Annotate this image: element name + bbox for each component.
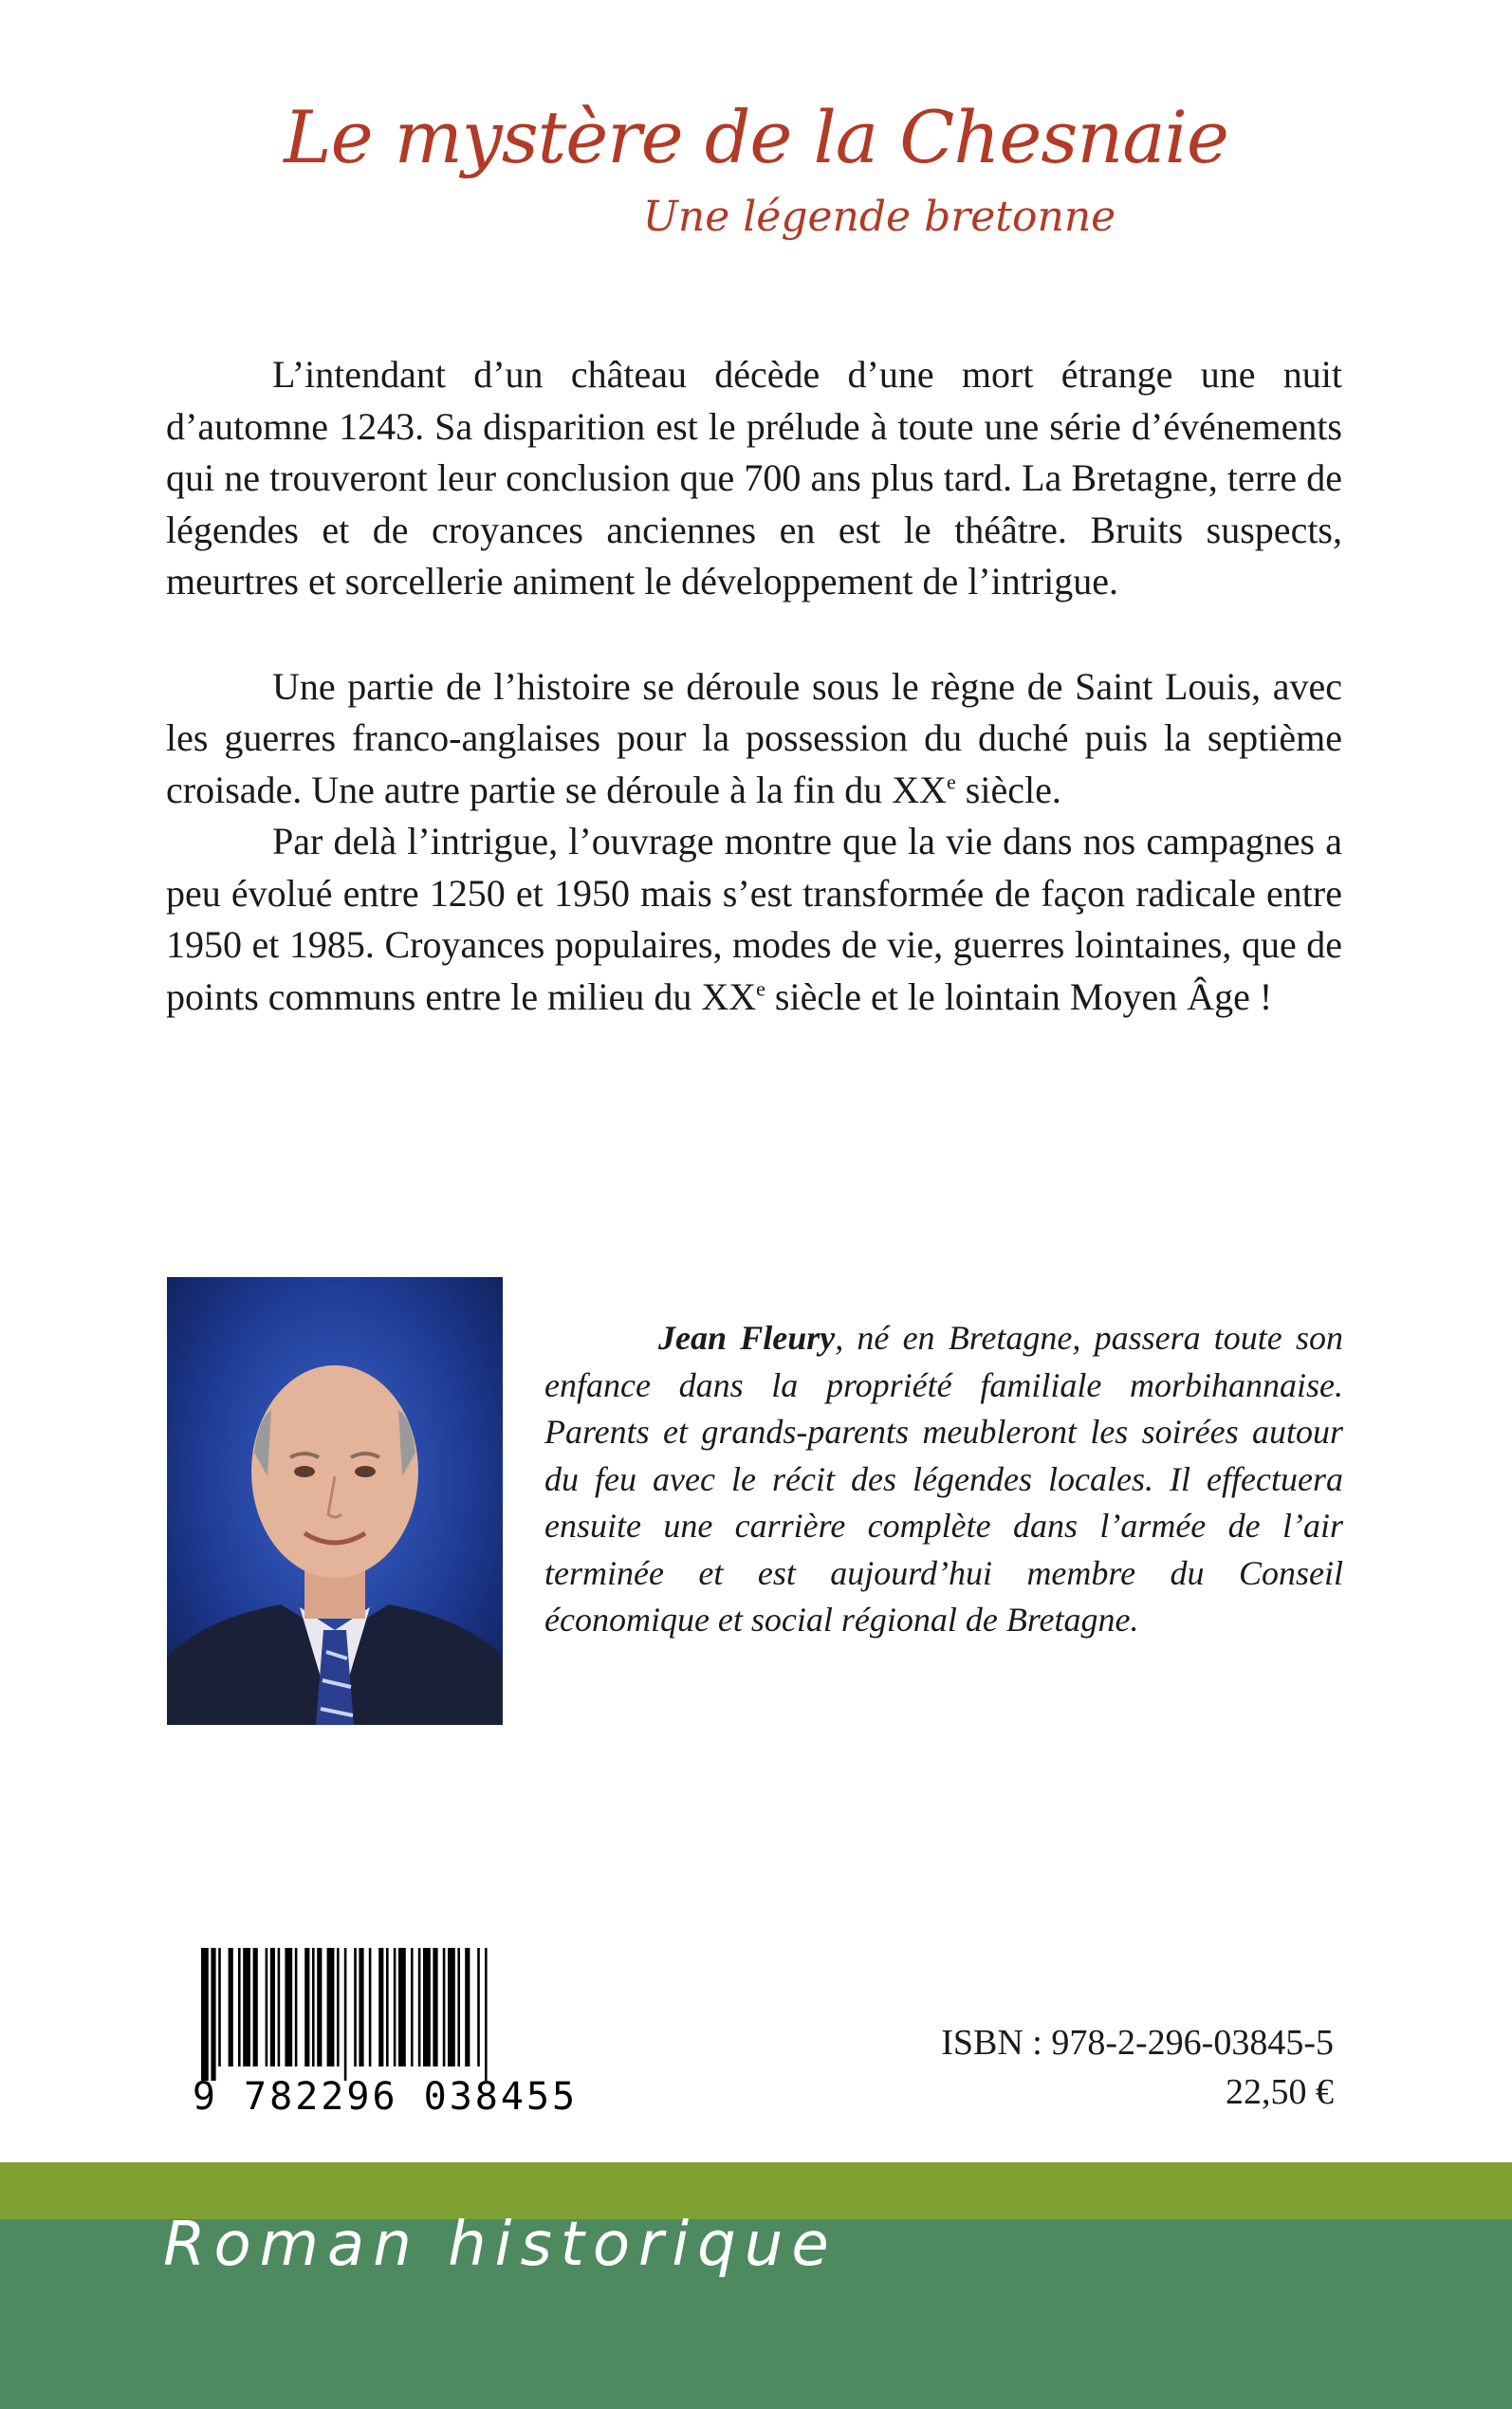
barcode-bar xyxy=(327,1948,335,2066)
synopsis-paragraph-2 xyxy=(166,661,1342,817)
synopsis-paragraph-2-text: Une partie de l’histoire se déroule sous le règne de Saint Louis, avec les guerres franco-anglaises pour la possession du duché puis la septième croisade. Une autre partie se déroule à la fin du XX xyxy=(166,664,1342,811)
barcode-bar xyxy=(317,1948,322,2066)
barcode-bar xyxy=(443,1948,446,2066)
barcode-bar xyxy=(369,1948,372,2066)
barcode-bar xyxy=(398,1948,406,2066)
synopsis xyxy=(166,349,1342,1023)
barcode-bar xyxy=(266,1948,268,2066)
barcode-bar xyxy=(465,1948,470,2066)
title-block xyxy=(0,95,1512,241)
barcode-bar xyxy=(278,1948,281,2066)
barcode-bar xyxy=(201,1948,209,2081)
author-photo xyxy=(167,1277,503,1725)
barcode-bar xyxy=(312,1948,315,2066)
author-bio-text: , né en Bretagne, passera toute son enfance dans la propriété familiale morbihannaise. Parents et grands-parents meubleront les soirées autour du feu avec le récit des légendes locales. Il effectuera ensuite une carrière complète dans l’armée de l’air terminée et est aujourd’hui membre du Conseil économique et social régional de Bretagne. xyxy=(544,1319,1343,1639)
book-subtitle: Une légende bretonne xyxy=(642,193,1116,241)
barcode-number: 9 782296 038455 xyxy=(192,2075,579,2119)
barcode-bar xyxy=(418,1948,421,2066)
barcode-bar xyxy=(485,1948,488,2081)
century-superscript: e xyxy=(756,976,765,1001)
synopsis-paragraph-2-end: siècle. xyxy=(955,768,1061,811)
barcode-bar xyxy=(359,1948,363,2066)
barcode-bar xyxy=(394,1948,396,2066)
barcode-bar xyxy=(477,1948,480,2066)
barcode-bar xyxy=(211,1948,215,2081)
barcode-bar xyxy=(337,1948,340,2066)
barcode-bar xyxy=(457,1948,460,2066)
barcode-bar xyxy=(386,1948,389,2066)
barcode-bar xyxy=(285,1948,292,2066)
isbn-barcode xyxy=(167,1948,603,2119)
genre-band xyxy=(0,2162,1512,2409)
barcode-bar xyxy=(423,1948,431,2066)
barcode-bar xyxy=(243,1948,250,2066)
author-portrait-illustration xyxy=(167,1277,503,1725)
price-label: 22,50 € xyxy=(1226,2072,1334,2112)
barcode-bar xyxy=(218,1948,221,2066)
barcode-bar xyxy=(344,1948,347,2081)
author-bio-paragraph xyxy=(544,1315,1343,1644)
isbn-label: ISBN : 978-2-296-03845-5 xyxy=(941,2023,1334,2063)
barcode-bar xyxy=(229,1948,233,2066)
author-name: Jean Fleury xyxy=(658,1319,836,1357)
barcode-bar xyxy=(270,1948,275,2066)
barcode-bars xyxy=(201,1948,488,2081)
barcode-bar xyxy=(448,1948,455,2066)
barcode-bar xyxy=(295,1948,298,2066)
century-superscript: e xyxy=(947,769,956,794)
synopsis-paragraph-3 xyxy=(166,816,1342,1023)
synopsis-paragraph-1: L’intendant d’un château décède d’une mort étrange une nuit d’automne 1243. Sa disparition est le prélude à toute une série d’événements qui ne trouveront leur conclusion que 700 ans plus tard. La Bretagne, terre de légendes et de croyances anciennes en est le théâtre. Bruits suspects, meurtres et sorcellerie animent le développement de l’intrigue. xyxy=(166,353,1342,602)
barcode-bar xyxy=(354,1948,357,2066)
synopsis-paragraph-3-text: Par delà l’intrigue, l’ouvrage montre que la vie dans nos campagnes a peu évolué entre 1250 et 1950 mais s’est transformée de façon radicale entre 1950 et 1985. Croyances populaires, modes de vie, guerres lointaines, que de points communs entre le milieu du XX xyxy=(166,820,1342,1018)
barcode-bar xyxy=(253,1948,258,2066)
synopsis-paragraph-3-end: siècle et le lointain Moyen Âge ! xyxy=(765,974,1273,1018)
author-bio xyxy=(544,1315,1343,1644)
barcode-bar xyxy=(238,1948,241,2066)
barcode-bar xyxy=(378,1948,383,2066)
barcode-bar xyxy=(433,1948,437,2066)
barcode-bar xyxy=(411,1948,414,2066)
genre-label: Roman historique xyxy=(163,2210,838,2280)
book-title: Le mystère de la Chesnaie xyxy=(284,95,1228,179)
barcode-bar xyxy=(304,1948,309,2066)
